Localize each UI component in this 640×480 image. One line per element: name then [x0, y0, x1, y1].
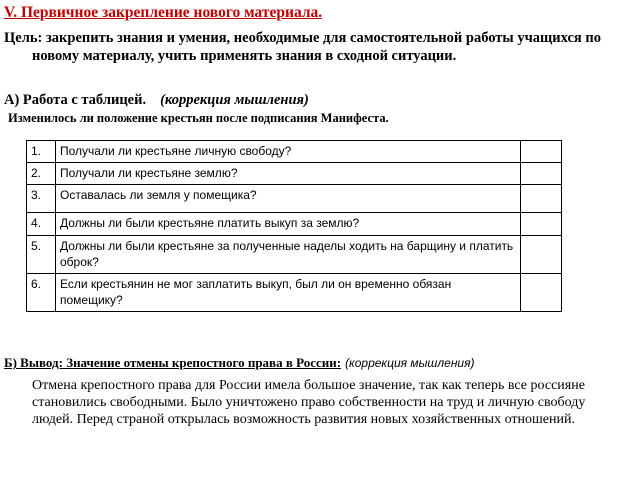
row-question: Должны ли были крестьяне за полученные наделы ходить на барщину и платить оброк?	[56, 236, 521, 274]
row-number: 6.	[27, 274, 56, 312]
section-a-note: (коррекция мышления)	[160, 92, 309, 108]
row-number: 5.	[27, 236, 56, 274]
row-question: Получали ли крестьяне землю?	[56, 163, 521, 185]
row-question: Если крестьянин не мог заплатить выкуп, был ли он временно обязан помещику?	[56, 274, 521, 312]
answer-cell[interactable]	[521, 236, 562, 274]
row-number: 2.	[27, 163, 56, 185]
section-b-note: (коррекция мышления)	[345, 356, 475, 370]
answer-cell[interactable]	[521, 163, 562, 185]
row-question: Должны ли были крестьяне платить выкуп за землю?	[56, 213, 521, 236]
questions-table	[26, 140, 562, 312]
row-number: 4.	[27, 213, 56, 236]
section-title: V. Первичное закрепление нового материала.	[4, 4, 323, 21]
answer-cell[interactable]	[521, 141, 562, 163]
table-question: Изменилось ли положение крестьян после подписания Манифеста.	[8, 111, 389, 125]
table-row	[27, 141, 562, 163]
section-b-heading	[4, 355, 475, 371]
table-row	[27, 163, 562, 185]
section-a-heading	[4, 92, 309, 109]
answer-cell[interactable]	[521, 185, 562, 213]
table-row	[27, 213, 562, 236]
conclusion-text: Отмена крепостного права для России имела большое значение, так как теперь все россияне становились свободными. Было уничтожено право собственности на труд и личную свободу людей. Перед страной открылась возможность развития новых хозяйственных отношений.	[32, 378, 586, 427]
answer-cell[interactable]	[521, 213, 562, 236]
row-number: 3.	[27, 185, 56, 213]
table-row	[27, 274, 562, 312]
table-row	[27, 236, 562, 274]
table-row	[27, 185, 562, 213]
row-number: 1.	[27, 141, 56, 163]
lesson-goal: Цель: закрепить знания и умения, необходимые для самостоятельной работы учащихся по новому материалу, учить применять знания в сходной ситуации.	[4, 30, 601, 64]
row-question: Получали ли крестьяне личную свободу?	[56, 141, 521, 163]
section-b-label: Б) Вывод: Значение отмены крепостного права в России:	[4, 355, 342, 370]
row-question: Оставалась ли земля у помещика?	[56, 185, 521, 213]
section-a-label: А) Работа с таблицей.	[4, 92, 147, 108]
answer-cell[interactable]	[521, 274, 562, 312]
